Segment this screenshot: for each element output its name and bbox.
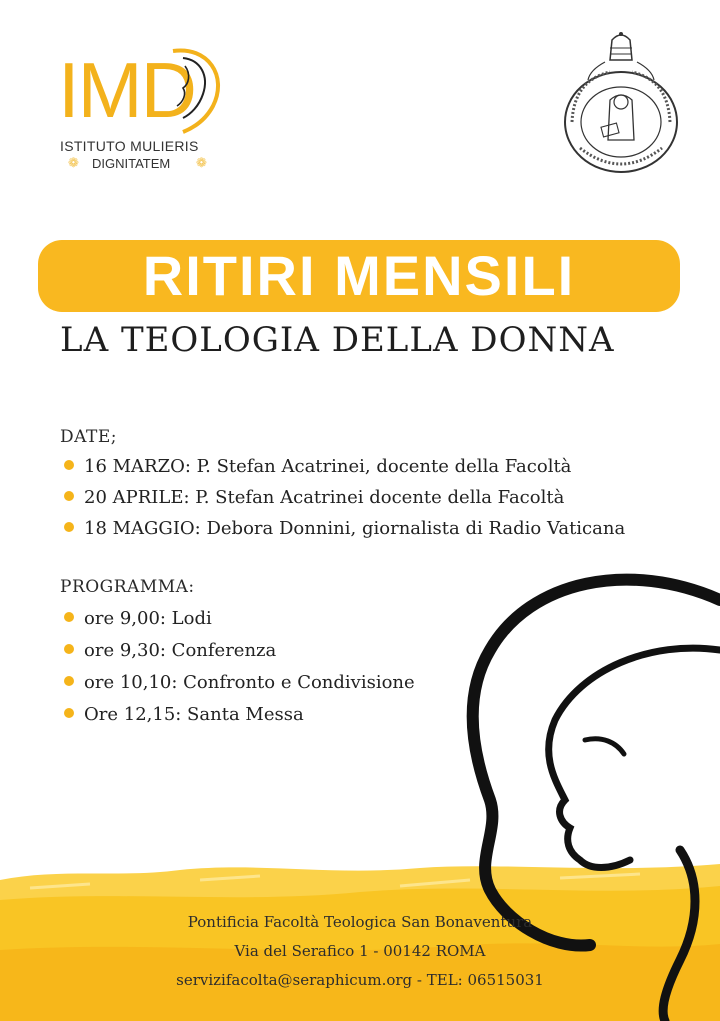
subtitle: LA TEOLOGIA DELLA DONNA	[60, 320, 615, 360]
bullet-icon	[64, 708, 74, 718]
program-item: ore 10,10: Confronto e Condivisione	[64, 672, 415, 693]
footer-address: Via del Serafico 1 - 00142 ROMA	[234, 942, 486, 960]
imd-logo	[58, 46, 228, 176]
date-item: 18 MAGGIO: Debora Donnini, giornalista di Radio Vaticana	[64, 518, 625, 539]
program-heading: PROGRAMMA:	[60, 577, 195, 597]
banner-title: RITIRI MENSILI	[142, 244, 576, 307]
program-item: ore 9,30: Conferenza	[64, 640, 276, 661]
footer-institution: Pontificia Facoltà Teologica San Bonaventura	[187, 913, 533, 931]
footer-email-phone: servizifacolta@seraphicum.org - TEL: 06515031	[176, 971, 544, 989]
bullet-icon	[64, 491, 74, 501]
program-item: ore 9,00: Lodi	[64, 608, 212, 629]
logo-letters: IMD	[58, 46, 195, 134]
bullet-icon	[64, 644, 74, 654]
bullet-icon	[64, 612, 74, 622]
faculty-seal	[560, 30, 682, 175]
bullet-icon	[64, 522, 74, 532]
faculty-seal-icon	[560, 30, 682, 175]
flower-icon: ❁	[68, 156, 79, 171]
date-item: 20 APRILE: P. Stefan Acatrinei docente della Facoltà	[64, 487, 564, 508]
footer-contact	[0, 908, 720, 995]
program-item: Ore 12,15: Santa Messa	[64, 704, 304, 725]
logo-line2: DIGNITATEM	[92, 156, 171, 171]
bullet-icon	[64, 460, 74, 470]
dates-heading: DATE;	[60, 427, 117, 447]
date-item: 16 MARZO: P. Stefan Acatrinei, docente della Facoltà	[64, 456, 571, 477]
woman-profile-logo-icon	[153, 46, 228, 136]
bullet-icon	[64, 676, 74, 686]
logo-line1: ISTITUTO MULIERIS	[60, 138, 199, 154]
flower-icon: ❁	[196, 156, 207, 171]
title-banner	[38, 240, 680, 312]
